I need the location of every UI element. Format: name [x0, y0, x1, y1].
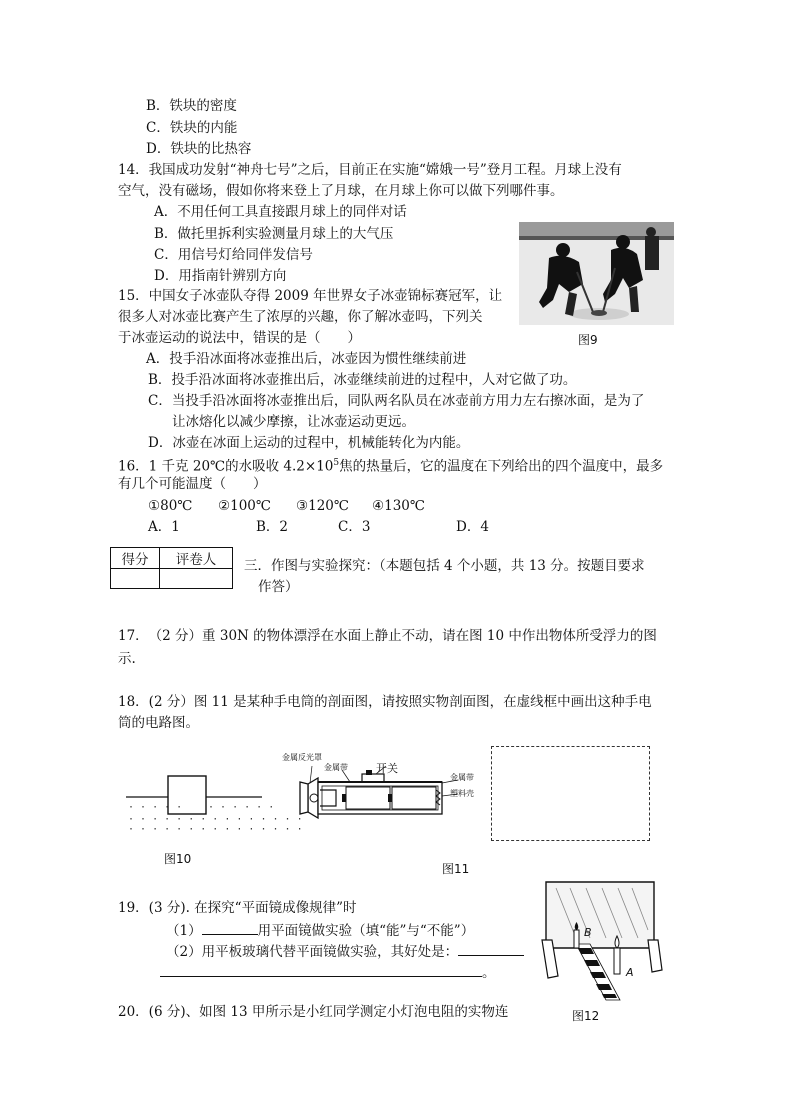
q14-stem-line1: 14．我国成功发射“神舟七号”之后，目前正在实施“嫦娥一号”登月工程。月球上没有	[118, 162, 622, 178]
q14-option-c: C．用信号灯给同伴发信号	[154, 247, 313, 263]
svg-text:· · · · · ·: · · · · · ·	[208, 802, 275, 813]
q16-stem-line2: 有几个可能温度（ ）	[118, 476, 267, 492]
score-table	[110, 547, 233, 589]
q19-item1-number: （1）	[166, 923, 202, 939]
label-switch: 开关	[376, 762, 398, 775]
q19-stem: 19．(3 分). 在探究“平面镜成像规律”时	[118, 900, 357, 916]
label-metal-strip-right: 金属带	[450, 773, 474, 782]
q16-stem-part2: 焦的热量后，它的温度在下列给出的四个温度中，最多	[339, 458, 664, 475]
label-metal-reflector: 金属反光罩	[282, 753, 322, 762]
q13-option-c: C．铁块的内能	[146, 120, 238, 136]
curling-photo-drawing	[519, 222, 674, 325]
q15-option-c-line2: 让冰熔化以减少摩擦，让冰壶运动更远。	[172, 414, 415, 430]
q15-stem-line2: 很多人对冰壶比赛产生了浓厚的兴趣，你了解冰壶吗，下列关	[118, 309, 483, 325]
q15-option-c-line1: C．当投手沿冰面将冰壶推出后，同队两名队员在冰壶前方用力左右擦冰面，是为了	[148, 393, 645, 409]
section-3-heading-line2: 作答）	[258, 579, 299, 595]
q15-option-a: A．投手沿冰面将冰壶推出后，冰壶因为惯性继续前进	[146, 351, 467, 367]
q16-choice-d: D．4	[456, 519, 489, 535]
label-metal-strip-left: 金属带	[324, 763, 348, 772]
q14-option-b: B．做托里拆利实验测量月球上的大气压	[154, 226, 394, 242]
q16-temp-2: ②100℃	[218, 498, 271, 514]
q15-stem-line3: 于冰壶运动的说法中，错误的是（ ）	[118, 330, 361, 346]
q19-item2-continuation	[160, 962, 496, 982]
q19-blank-3[interactable]	[160, 962, 482, 977]
q14-option-d: D．用指南针辨别方向	[154, 268, 287, 284]
svg-text:· · · · · · · · · · · · · · ·: · · · · · · · · · · · · · · ·	[128, 814, 303, 825]
q16-choice-a: A．1	[148, 519, 180, 535]
water-dots	[128, 802, 303, 835]
q16-choice-c: C．3	[338, 519, 371, 535]
q18-line2: 筒的电路图。	[118, 715, 199, 731]
q19-item1-text: 用平面镜做实验（填“能”与“不能”）	[257, 923, 475, 939]
section-3-heading-line1: 三．作图与实验探究：（本题包括 4 个小题，共 13 分。按题目要求	[244, 558, 645, 574]
q16-temp-4: ④130℃	[372, 498, 425, 514]
q18-line1: 18．(2 分）图 11 是某种手电筒的剖面图，请按照实物剖面图，在虚线框中画出这种手电	[118, 694, 652, 710]
q14-option-a: A．不用任何工具直接跟月球上的同伴对话	[154, 204, 407, 220]
q15-option-d: D．冰壶在冰面上运动的过程中，机械能转化为内能。	[148, 435, 470, 451]
grader-header: 评卷人	[160, 548, 233, 569]
q16-temp-1: ①80℃	[148, 498, 193, 514]
q16-choice-b: B．2	[256, 519, 289, 535]
q19-item1	[166, 920, 474, 940]
q19-end-mark: 。	[482, 965, 496, 981]
figure-10-caption: 图10	[164, 852, 192, 866]
score-header: 得分	[111, 548, 160, 569]
q19-blank-1[interactable]	[202, 920, 258, 935]
q19-item2	[166, 941, 524, 961]
q16-temp-3: ③120℃	[296, 498, 349, 514]
q13-option-b: B．铁块的密度	[146, 98, 237, 114]
curling-photo	[519, 222, 674, 325]
svg-text:· · · · · · · · · · · · · · ·: · · · · · · · · · · · · · · ·	[128, 824, 303, 835]
figure-11-caption: 图11	[442, 862, 470, 876]
q14-stem-line2: 空气，没有磁场，假如你将来登上了月球，在月球上你可以做下列哪件事。	[118, 183, 564, 199]
figure-12-caption: 图12	[572, 1009, 600, 1023]
label-candle-b: B	[584, 926, 592, 939]
figure-9-caption: 图9	[578, 333, 598, 347]
label-plastic-shell: 塑料壳	[450, 789, 474, 798]
q15-stem-line1: 15．中国女子冰壶队夺得 2009 年世界女子冰壶锦标赛冠军，让	[118, 288, 503, 304]
q16-exponent: 5	[333, 458, 340, 468]
score-cell	[111, 569, 160, 589]
grader-cell	[160, 569, 233, 589]
q17-line1: 17． （2 分）重 30N 的物体漂浮在水面上静止不动，请在图 10 中作出物体所受浮力的图	[118, 628, 657, 644]
q16-stem-line1	[118, 454, 663, 476]
svg-text:· · · · ·: · · · · ·	[128, 802, 183, 813]
q16-stem-part1: 16．1 千克 20℃的水吸收 4.2×10	[118, 458, 334, 475]
q19-blank-2[interactable]	[458, 941, 524, 956]
label-candle-a: A	[626, 966, 634, 979]
q19-item2-text: （2）用平板玻璃代替平面镜做实验，其好处是：	[166, 944, 459, 960]
q20-line1: 20．(6 分)、如图 13 甲所示是小红同学测定小灯泡电阻的实物连	[118, 1004, 509, 1020]
q17-line2: 示.	[118, 651, 136, 667]
plane-mirror-figure	[536, 878, 664, 1002]
floating-block-figure	[124, 770, 303, 835]
q13-option-d: D．铁块的比热容	[146, 141, 252, 157]
q15-option-b: B．投手沿冰面将冰壶推出后，冰壶继续前进的过程中，人对它做了功。	[148, 372, 577, 388]
circuit-answer-box[interactable]	[491, 746, 650, 841]
